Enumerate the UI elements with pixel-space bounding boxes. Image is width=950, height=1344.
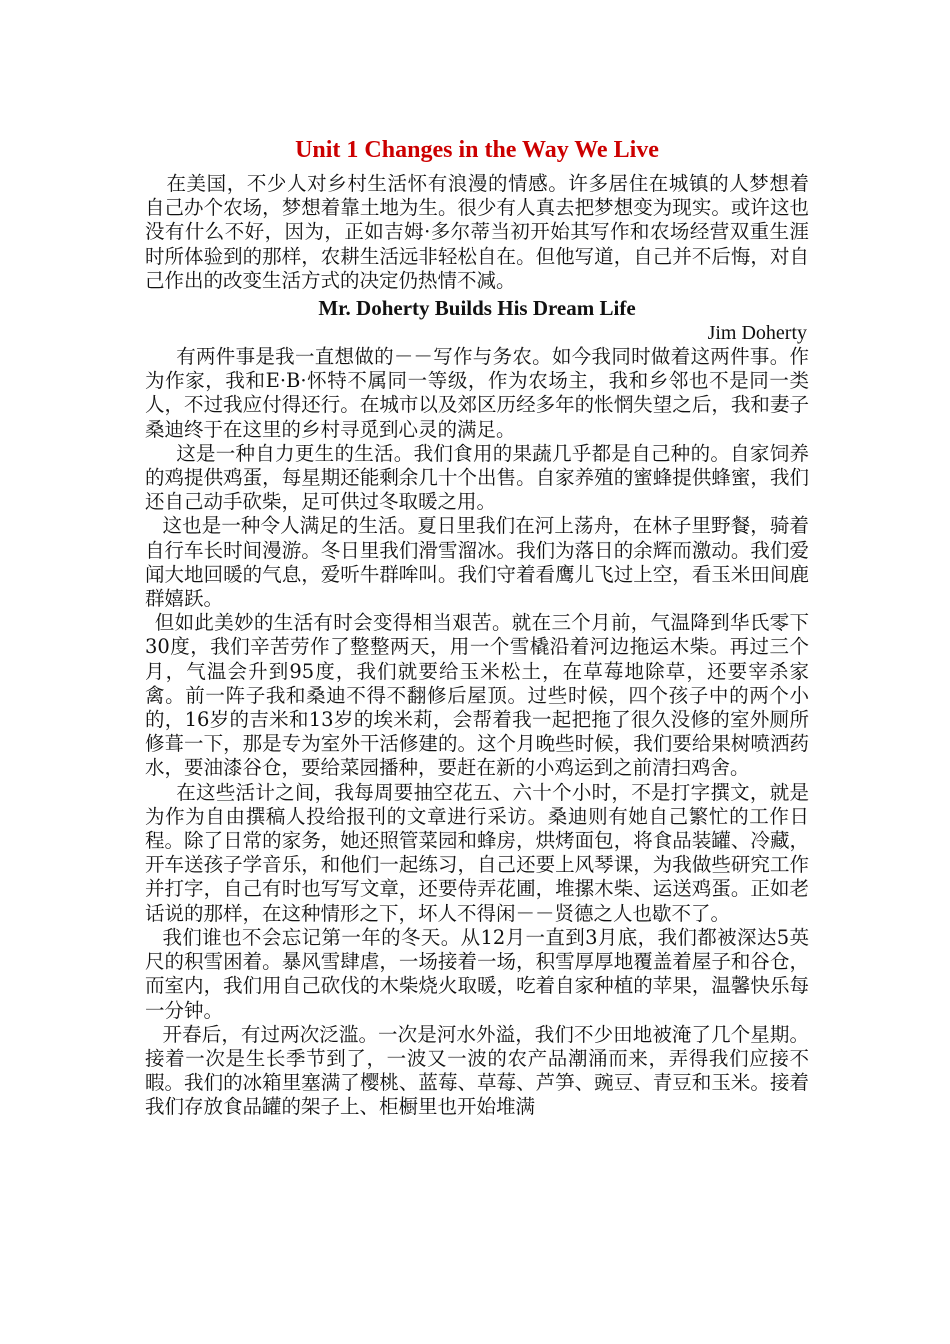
- unit-title: Unit 1 Changes in the Way We Live: [295, 137, 659, 163]
- body-paragraph-4: 但如此美妙的生活有时会变得相当艰苦。就在三个月前，气温降到华氏零下30度，我们辛苦劳作了整整两天，用一个雪橇沿着河边拖运木柴。再过三个月，气温会升到95度，我们就要给玉米松土，在草莓地除草，还要宰杀家禽。前一阵子我和桑迪不得不翻修后屋顶。过些时候，四个孩子中的两个小的，16岁的吉米和13岁的埃米莉，会帮着我一起把拖了很久没修的室外厕所修葺一下，那是专为室外干活修建的。这个月晚些时候，我们要给果树喷洒药水，要油漆谷仓，要给菜园播种，要赶在新的小鸡运到之前清扫鸡舍。: [145, 611, 809, 780]
- body-paragraph-7: 开春后，有过两次泛滥。一次是河水外溢，我们不少田地被淹了几个星期。接着一次是生长季节到了，一波又一波的农产品潮涌而来，弄得我们应接不暇。我们的冰箱里塞满了樱桃、蓝莓、草莓、芦笋、豌豆、青豆和玉米。接着我们存放食品罐的架子上、柜橱里也开始堆满: [145, 1022, 809, 1119]
- body-paragraph-6: 我们谁也不会忘记第一年的冬天。从12月一直到3月底，我们都被深达5英尺的积雪困着。暴风雪肆虐，一场接着一场，积雪厚厚地覆盖着屋子和谷仓，而室内，我们用自己砍伐的木柴烧火取暖，吃着自家种植的苹果，温馨快乐每一分钟。: [145, 925, 809, 1022]
- body-paragraph-3: 这也是一种令人满足的生活。夏日里我们在河上荡舟，在林子里野餐，骑着自行车长时间漫游。冬日里我们滑雪溜冰。我们为落日的余辉而激动。我们爱闻大地回暖的气息，爱听牛群哞叫。我们守着看鹰儿飞过上空，看玉米田间鹿群嬉跃。: [145, 514, 809, 611]
- document-page: [145, 136, 809, 1120]
- intro-paragraph: 在美国，不少人对乡村生活怀有浪漫的情感。许多居住在城镇的人梦想着自己办个农场，梦想着靠土地为生。很少有人真去把梦想变为现实。或许这也没有什么不好，因为，正如吉姆·多尔蒂当初开始其写作和农场经营双重生涯时所体验到的那样，农耕生活远非轻松自在。但他写道，自己并不后悔，对自己作出的改变生活方式的决定仍热情不减。: [145, 172, 809, 292]
- author-name: Jim Doherty: [707, 322, 807, 345]
- body-paragraph-5: 在这些活计之间，我每周要抽空花五、六十个小时，不是打字撰文，就是为作为自由撰稿人投给报刊的文章进行采访。桑迪则有她自己繁忙的工作日程。除了日常的家务，她还照管菜园和蜂房，烘烤面包，将食品装罐、冷藏，开车送孩子学音乐，和他们一起练习，自己还要上风琴课，为我做些研究工作并打字，自己有时也写写文章，还要侍弄花圃，堆摞木柴、运送鸡蛋。正如老话说的那样，在这种情形之下，坏人不得闲－－贤德之人也歇不了。: [145, 780, 809, 925]
- article-title: Mr. Doherty Builds His Dream Life: [318, 296, 636, 321]
- body-paragraph-2: 这是一种自力更生的生活。我们食用的果蔬几乎都是自己种的。自家饲养的鸡提供鸡蛋，每星期还能剩余几十个出售。自家养殖的蜜蜂提供蜂蜜，我们还自己动手砍柴，足可供过冬取暖之用。: [145, 441, 809, 514]
- body-paragraph-1: 有两件事是我一直想做的－－写作与务农。如今我同时做着这两件事。作为作家，我和E·B·怀特不属同一等级，作为农场主，我和乡邻也不是同一类人，不过我应付得还行。在城市以及郊区历经多年的怅惘失望之后，我和妻子桑迪终于在这里的乡村寻觅到心灵的满足。: [145, 345, 809, 441]
